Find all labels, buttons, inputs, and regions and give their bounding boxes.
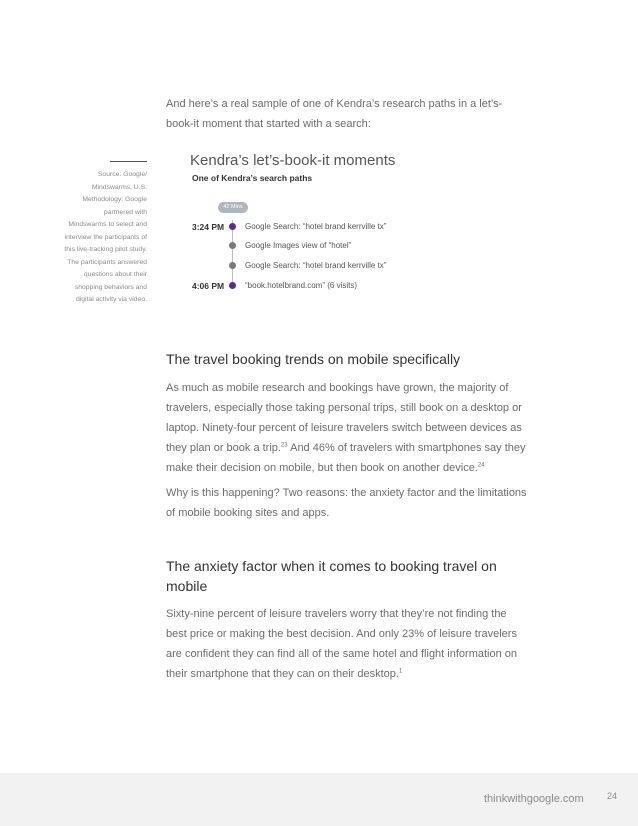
footnote-ref: 1 bbox=[398, 668, 403, 675]
search-path-diagram bbox=[190, 152, 520, 302]
sidebar-divider bbox=[110, 161, 147, 162]
footnote-ref: 23 bbox=[280, 442, 288, 449]
anxiety-paragraph: Sixty-nine percent of leisure travelers worry that they’re not finding the best price or making the best decision. And only 23% of leisure travelers are confident they can find all of the same hotel and flight information on their smartphone that they can on their desktop.$^1$ bbox=[166, 608, 517, 680]
intro-paragraph: And here’s a real sample of one of Kendra’s research paths in a let’s-book-it moment that started with a search: bbox=[166, 98, 503, 130]
event-label: Google Images view of “hotel” bbox=[245, 241, 352, 250]
duration-badge: 42 Mins bbox=[218, 202, 248, 213]
footer-website: thinkwithgoogle.com bbox=[484, 793, 584, 805]
event-label: Google Search: “hotel brand kerrville tx” bbox=[245, 261, 387, 270]
timeline-dot bbox=[229, 282, 236, 289]
diagram-title: Kendra’s let’s-book-it moments bbox=[190, 152, 396, 169]
source-note: Source: Google/ Mindswarms, U.S. Methodology: Google partnered with Mindswarms to select and interview the participants of this live-tracking pilot study. The participants answered questions about their shopping behaviors and digital activity via video. bbox=[64, 171, 147, 303]
footnote-ref: 24 bbox=[477, 462, 485, 469]
event-time-start: 3:24 PM bbox=[192, 222, 225, 232]
section-heading-anxiety: The anxiety factor when it comes to booking travel on mobile bbox=[166, 558, 497, 594]
timeline-dot bbox=[229, 223, 236, 230]
timeline-dot bbox=[229, 262, 236, 269]
event-label: Google Search: “hotel brand kerrville tx” bbox=[245, 222, 387, 231]
event-label: “book.hotelbrand.com” (6 visits) bbox=[245, 281, 358, 290]
trends-paragraph: As much as mobile research and bookings have grown, the majority of travelers, especially those taking personal trips, still book on a desktop or laptop. Ninety-four percent of leisure travelers switch between devices as they plan or book a trip.$^{23}$ And 46% of travelers with smartphones say they make their decision on mobile, but then book on another device.$^{24}$ bbox=[166, 382, 526, 474]
page-number: 24 bbox=[607, 791, 618, 801]
reasons-paragraph: Why is this happening? Two reasons: the anxiety factor and the limitations of mobile booking sites and apps. bbox=[166, 487, 527, 519]
section-heading-trends: The travel booking trends on mobile specifically bbox=[166, 351, 461, 367]
diagram-subtitle: One of Kendra’s search paths bbox=[192, 173, 313, 183]
timeline-dot bbox=[229, 242, 236, 249]
event-time-end: 4:06 PM bbox=[192, 281, 225, 291]
